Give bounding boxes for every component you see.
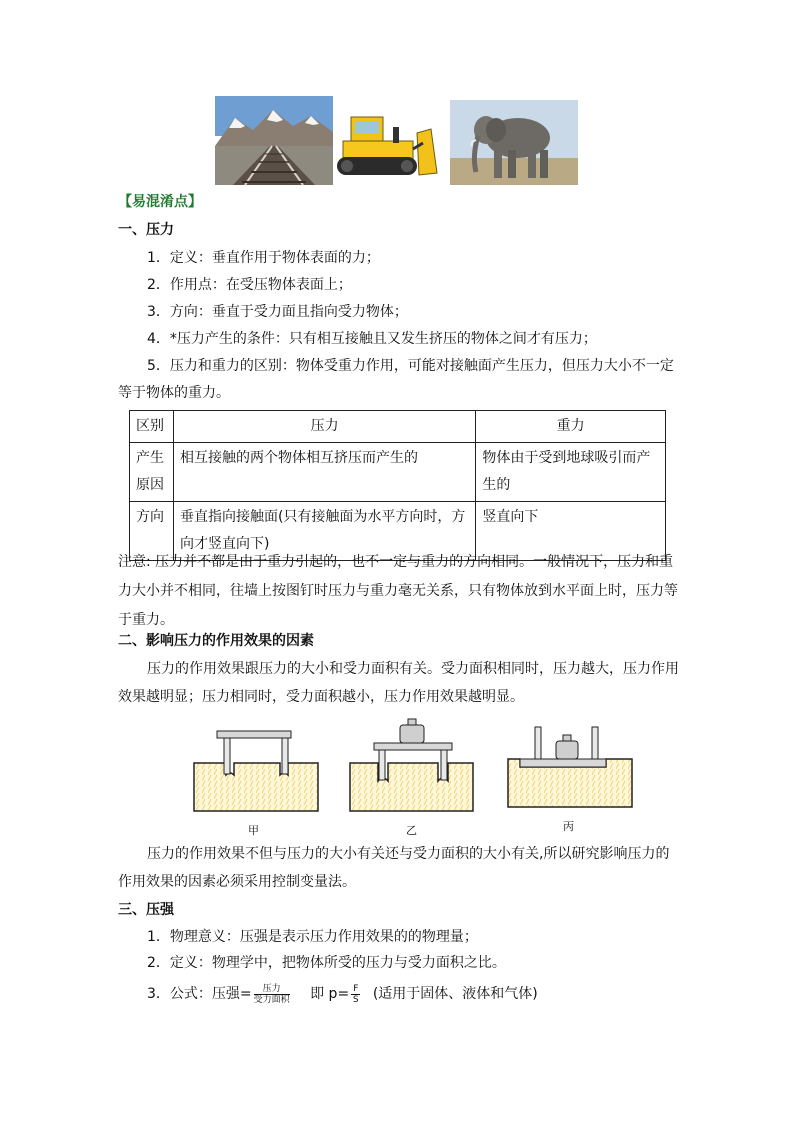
- experiment-figure: [190, 715, 635, 815]
- list-item: 1．定义：垂直作用于物体表面的力；: [147, 250, 380, 266]
- section-title-factors: 二、影响压力的作用效果的因素: [118, 633, 314, 649]
- paragraph-line: 压力的作用效果跟压力的大小和受力面积有关。受力面积相同时，压力越大，压力作用: [147, 661, 679, 677]
- bulldozer-photo: [333, 103, 445, 187]
- table-cell: 物体由于受到地球吸引而产 生的: [476, 443, 666, 502]
- list-item: 5．压力和重力的区别：物体受重力作用，可能对接触面产生压力，但压力大小不一定: [147, 358, 674, 374]
- figure-label-jia: 甲: [248, 824, 259, 837]
- note-paragraph: 注意: 压力并不都是由于重力引起的，也不一定与重力的方向相同。一般情况下，压力和重 力大小并不相同，往墙上按图钉时压力与重力毫无关系，只有物体放到水平面上时，压力等 于重力。: [118, 554, 678, 628]
- figure-label-bing: 丙: [563, 820, 574, 833]
- paragraph-line: 效果越明显；压力相同时，受力面积越小，压力作用效果越明显。: [118, 689, 524, 705]
- experiment-jia: [194, 731, 318, 811]
- list-item-continued: 等于物体的重力。: [118, 385, 230, 401]
- list-item: 3．方向：垂直于受力面且指向受力物体；: [147, 304, 408, 320]
- elephant-photo: [450, 100, 578, 185]
- table-header-cell: 区别: [130, 411, 174, 443]
- experiment-bing: [508, 727, 632, 807]
- formula-line: 3．公式：压强= $\frac{\text{压力}}{\text{受力面积}}$ 即 p= $\frac{F}{S}$ (适用于固体、液体和气体): [147, 983, 538, 1005]
- list-item: 2．定义：物理学中，把物体所受的压力与受力面积之比。: [147, 955, 506, 971]
- figure-label-yi: 乙: [406, 824, 417, 837]
- pressure-gravity-table: [129, 410, 666, 561]
- list-item: 4．*压力产生的条件：只有相互接触且又发生挤压的物体之间才有压力；: [147, 331, 597, 347]
- formula-fraction: $\frac{\text{压力}}{\text{受力面积}}$: [253, 983, 290, 1005]
- table-header-row: [130, 411, 666, 443]
- section-title-pressure-intensity: 三、压强: [118, 902, 174, 918]
- table-cell: 方向: [130, 502, 174, 561]
- table-row: [130, 443, 666, 502]
- list-item: 2．作用点：在受压物体表面上；: [147, 277, 352, 293]
- table-cell: 竖直向下: [476, 502, 666, 561]
- formula-fraction-ps: $\frac{F}{S}$: [352, 983, 359, 1005]
- experiment-yi: [350, 719, 473, 811]
- table-header-cell: 压力: [173, 411, 475, 443]
- section-title-pressure: 一、压力: [118, 222, 174, 238]
- section-tag: 【易混淆点】: [118, 194, 202, 210]
- table-cell: 相互接触的两个物体相互挤压而产生的: [173, 443, 475, 502]
- paragraph-line: 压力的作用效果不但与压力的大小有关还与受力面积的大小有关,所以研究影响压力的: [147, 846, 670, 862]
- paragraph-line: 作用效果的因素必须采用控制变量法。: [118, 874, 356, 890]
- table-cell: 垂直指向接触面(只有接触面为水平方向时，方 向才竖直向下): [173, 502, 475, 561]
- list-item: 1．物理意义：压强是表示压力作用效果的的物理量；: [147, 929, 478, 945]
- table-header-cell: 重力: [476, 411, 666, 443]
- railway-photo: [215, 96, 333, 185]
- table-cell: 产生 原因: [130, 443, 174, 502]
